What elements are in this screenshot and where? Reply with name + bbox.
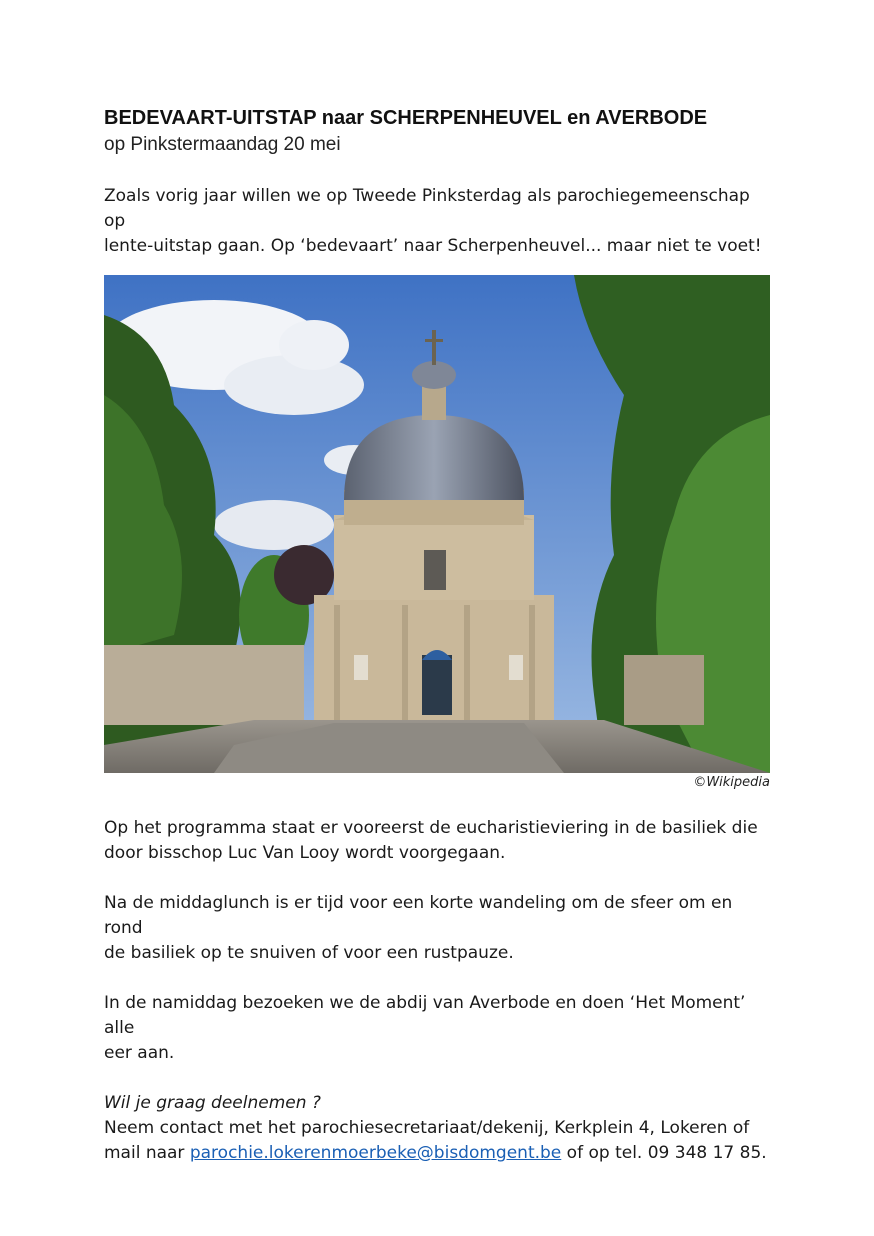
page-title: BEDEVAART-UITSTAP naar SCHERPENHEUVEL en AVERBODE	[104, 107, 708, 129]
contact-question: Wil je graag deelnemen ?	[104, 1093, 321, 1113]
email-link[interactable]: parochie.lokerenmoerbeke@bisdomgent.be	[189, 1143, 562, 1163]
photo-credit: ©Wikipedia	[693, 775, 770, 790]
program-section	[104, 816, 770, 1166]
document-header	[104, 104, 770, 259]
contact-paragraph: Wil je graag deelnemen ? Neem contact met het parochiesecretariaat/dekenij, Kerkplein 4, Lokeren of mail naar parochie.lokerenmoerbeke@bisdomgent.be of op tel. 09 348 17 85.	[104, 1093, 767, 1163]
program-paragraph-afternoon: In de namiddag bezoeken we de abdij van Averbode en doen ‘Het Moment’ alle eer aan.	[104, 993, 746, 1063]
program-paragraph-mass: Op het programma staat er vooreerst de eucharistieviering in de basiliek die door bisschop Luc Van Looy wordt voorgegaan.	[104, 818, 758, 863]
intro-paragraph: Zoals vorig jaar willen we op Tweede Pinksterdag als parochiegemeenschap op lente-uitstap gaan. Op ‘bedevaart’ naar Scherpenheuvel... maar niet te voet!	[104, 186, 762, 256]
program-paragraph-lunch: Na de middaglunch is er tijd voor een korte wandeling om de sfeer om en rond de basiliek op te snuiven of voor een rustpauze.	[104, 893, 733, 963]
basilica-photo	[104, 275, 770, 773]
page-subtitle: op Pinkstermaandag 20 mei	[104, 134, 341, 155]
